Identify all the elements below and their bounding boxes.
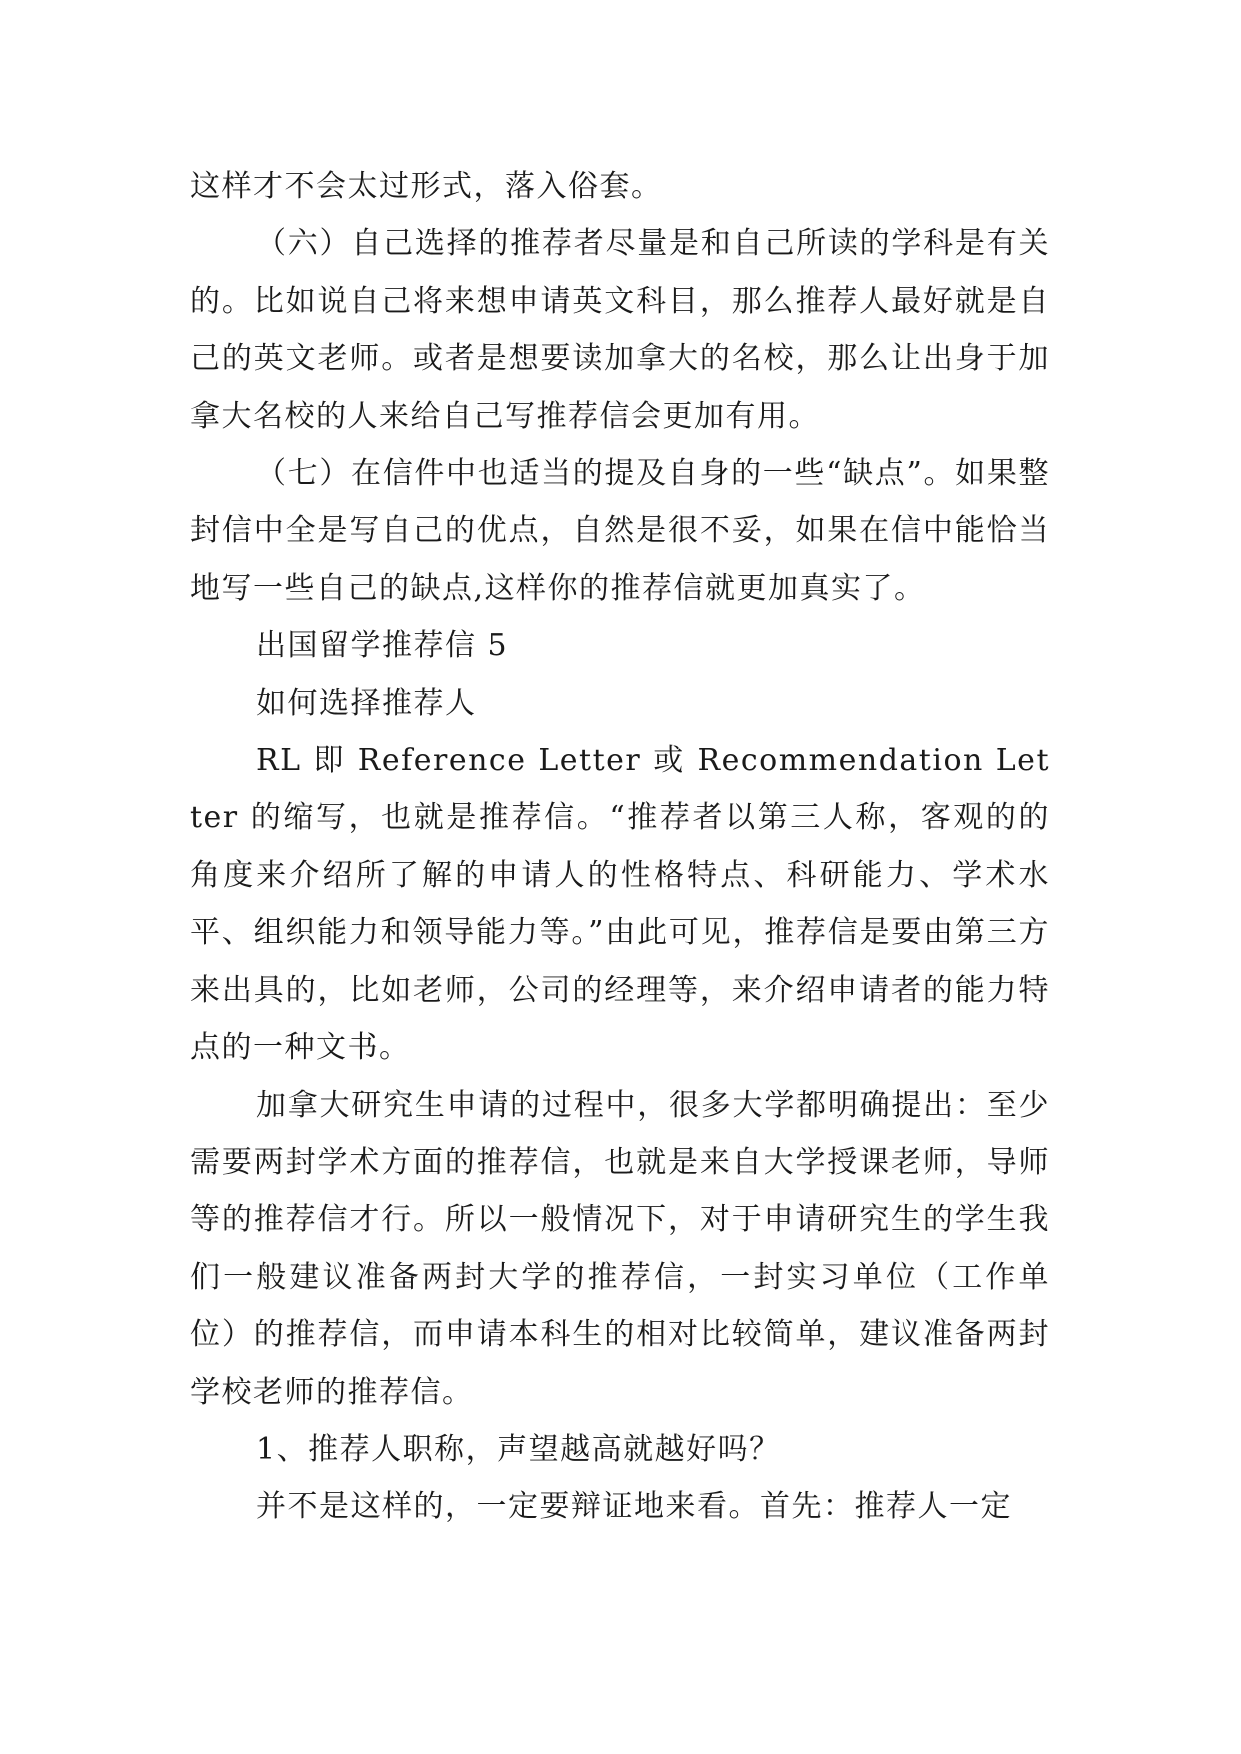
section-heading-choose-referee: 如何选择推荐人 xyxy=(256,685,477,721)
document-body xyxy=(190,158,1050,1536)
paragraph-continued: 这样才不会太过形式，落入俗套。 xyxy=(190,169,663,204)
paragraph-answer: 并不是这样的，一定要辩证地来看。首先：推荐人一定 xyxy=(256,1489,1012,1525)
paragraph-point-seven: （七）在信件中也适当的提及自身的一些“缺点”。如果整封信中全是写自己的优点，自然是很不妥，如果在信中能恰当地写一些自己的缺点,这样你的推荐信就更加真实了。 xyxy=(190,456,1050,606)
paragraph-rl-definition: RL 即 Reference Letter 或 Recommendation Letter 的缩写，也就是推荐信。“推荐者以第三人称，客观的的角度来介绍所了解的申请人的性格特点、科研能力、学术水平、组织能力和领导能力等。”由此可见，推荐信是要由第三方来出具的，比如老师，公司的经理等，来介绍申请者的能力特点的一种文书。 xyxy=(190,743,1050,1066)
question-heading-1: 1、推荐人职称，声望越高就越好吗？ xyxy=(256,1431,781,1467)
section-heading-letter-5: 出国留学推荐信 5 xyxy=(256,628,509,664)
paragraph-point-six: （六）自己选择的推荐者尽量是和自己所读的学科是有关的。比如说自己将来想申请英文科目，那么推荐人最好就是自己的英文老师。或者是想要读加拿大的名校，那么让出身于加拿大名校的人来给自己写推荐信会更加有用。 xyxy=(190,226,1050,434)
paragraph-canada-requirements: 加拿大研究生申请的过程中，很多大学都明确提出：至少需要两封学术方面的推荐信，也就是来自大学授课老师，导师等的推荐信才行。所以一般情况下，对于申请研究生的学生我们一般建议准备两封大学的推荐信，一封实习单位（工作单位）的推荐信，而申请本科生的相对比较简单，建议准备两封学校老师的推荐信。 xyxy=(190,1087,1050,1410)
